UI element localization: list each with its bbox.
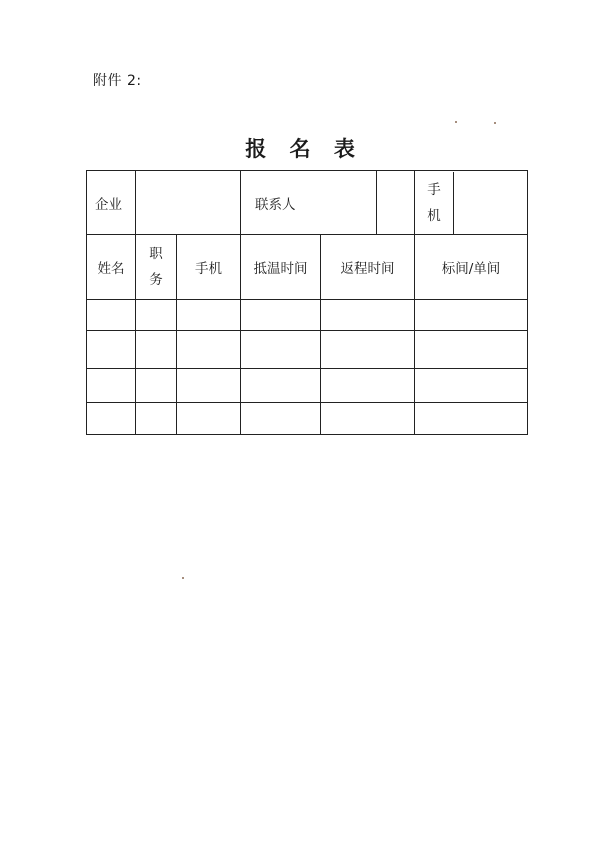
cell-room[interactable]	[415, 300, 528, 331]
cell-name[interactable]	[87, 331, 136, 369]
col-header-name: 姓名	[87, 235, 136, 300]
scan-speck	[494, 122, 496, 124]
contact-value-cell[interactable]	[377, 171, 415, 235]
cell-return[interactable]	[321, 331, 415, 369]
cell-room[interactable]	[415, 331, 528, 369]
cell-return[interactable]	[321, 369, 415, 403]
cell-name[interactable]	[87, 300, 136, 331]
table-row	[87, 369, 528, 403]
cell-position[interactable]	[136, 369, 177, 403]
company-row	[87, 171, 528, 235]
attachment-label: 附件 2:	[93, 73, 142, 89]
cell-phone[interactable]	[177, 369, 241, 403]
cell-arrival[interactable]	[241, 403, 321, 435]
cell-room[interactable]	[415, 369, 528, 403]
col-header-return: 返程时间	[321, 235, 415, 300]
cell-position[interactable]	[136, 300, 177, 331]
phone-cell	[415, 171, 528, 235]
col-header-phone: 手机	[177, 235, 241, 300]
cell-return[interactable]	[321, 403, 415, 435]
cell-arrival[interactable]	[241, 300, 321, 331]
col-header-arrival: 抵温时间	[241, 235, 321, 300]
table-row	[87, 300, 528, 331]
cell-room[interactable]	[415, 403, 528, 435]
cell-phone[interactable]	[177, 300, 241, 331]
cell-name[interactable]	[87, 403, 136, 435]
cell-arrival[interactable]	[241, 331, 321, 369]
cell-phone[interactable]	[177, 331, 241, 369]
registration-table	[86, 170, 528, 435]
cell-return[interactable]	[321, 300, 415, 331]
title-char: 表	[333, 136, 355, 161]
col-header-room: 标间/单间	[415, 235, 528, 300]
form-title	[0, 133, 600, 163]
company-label: 企业	[87, 171, 136, 235]
phone-value-cell[interactable]	[454, 172, 527, 234]
table-row	[87, 403, 528, 435]
title-char: 名	[289, 136, 311, 161]
scan-speck	[455, 121, 457, 123]
contact-label: 联系人	[241, 171, 377, 235]
table-row	[87, 331, 528, 369]
cell-name[interactable]	[87, 369, 136, 403]
company-value-cell[interactable]	[136, 171, 241, 235]
cell-phone[interactable]	[177, 403, 241, 435]
col-header-position: 职务	[136, 235, 177, 300]
phone-label: 手机	[427, 181, 441, 224]
title-char: 报	[245, 136, 267, 161]
column-header-row	[87, 235, 528, 300]
scan-speck	[182, 577, 184, 579]
cell-position[interactable]	[136, 403, 177, 435]
cell-position[interactable]	[136, 331, 177, 369]
cell-arrival[interactable]	[241, 369, 321, 403]
